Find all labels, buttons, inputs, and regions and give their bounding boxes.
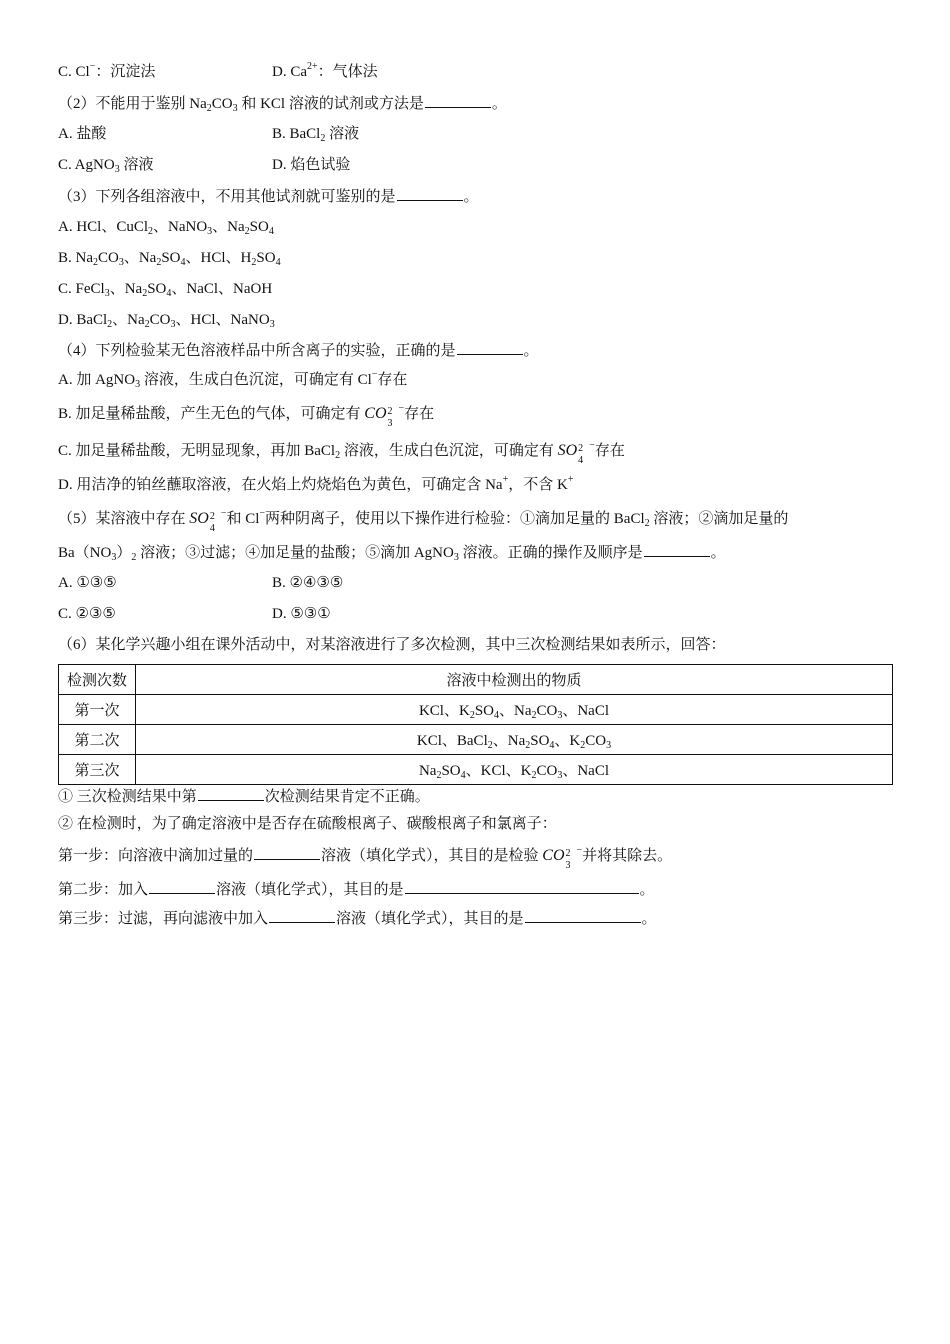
table-cell: 第一次 <box>59 695 136 725</box>
table-row <box>59 725 893 755</box>
q3-option-b: B. $Na_2CO_3$、$Na_2SO_4$、HCl、$H_2SO_4$ <box>58 250 281 268</box>
q5-option-d: D. ⑤③① <box>272 606 331 622</box>
table-cell: 第二次 <box>59 725 136 755</box>
answer-blank[interactable] <box>198 786 264 801</box>
q3-stem: （3）下列各组溶液中，不用其他试剂就可鉴别的是 。 <box>58 186 479 207</box>
q2-option-c: C. AgNO$_3$ 溶液 <box>58 157 154 175</box>
q5-stem-line2: $Ba(NO_3)_2$ 溶液；③过滤；④加足量的盐酸；⑤滴加 AgNO$_3$ 溶液。正确的操作及顺序是 。 <box>58 542 726 563</box>
q3-option-c: C. FeCl$_3$、$Na_2SO_4$、NaCl、NaOH <box>58 281 273 299</box>
results-table <box>58 664 893 785</box>
q6-stem: （6）某化学兴趣小组在课外活动中，对某溶液进行了多次检测，其中三次检测结果如表所示，回答： <box>58 637 726 653</box>
q4-stem: （4）下列检验某无色溶液样品中所含离子的实验，正确的是 。 <box>58 340 539 361</box>
q2-stem: （2）不能用于鉴别 $Na_2CO_3$ 和 KCl 溶液的试剂或方法是 。 <box>58 93 507 114</box>
q3-option-a: A. HCl、CuCl$_2$、NaNO$_3$、$Na_2SO_4$ <box>58 219 274 237</box>
answer-blank[interactable] <box>644 542 710 557</box>
table-row <box>59 755 893 785</box>
answer-blank[interactable] <box>397 186 463 201</box>
q4-option-a: A. 加 AgNO$_3$ 溶液，生成白色沉淀，可确定有 Cl−存在 <box>58 369 408 390</box>
answer-blank[interactable] <box>425 93 491 108</box>
q6-step2: 第二步：加入 溶液（填化学式），其目的是 。 <box>58 879 655 900</box>
q6-part2: ② 在检测时，为了确定溶液中是否存在硫酸根离子、碳酸根离子和氯离子： <box>58 816 557 832</box>
table-header-cell: 溶液中检测出的物质 <box>136 665 893 695</box>
q6-part1: ① 三次检测结果中第 次检测结果肯定不正确。 <box>58 786 430 807</box>
table-cell: $Na_2SO_4$、KCl、$K_2CO_3$、NaCl <box>136 755 893 785</box>
table-cell: KCl、BaCl$_2$、$Na_2SO_4$、$K_2CO_3$ <box>136 725 893 755</box>
q6-step1: 第一步：向溶液中滴加过量的 溶液（填化学式），其目的是检验 CO 2 3 −并将其除去。 <box>58 845 673 871</box>
table-row <box>59 695 893 725</box>
q5-option-b: B. ②④③⑤ <box>272 575 344 591</box>
q1-option-d: D. $Ca^{2+}$：气体法 <box>272 61 378 80</box>
answer-blank[interactable] <box>457 340 523 355</box>
q5-option-c: C. ②③⑤ <box>58 606 116 622</box>
q4-option-d: D. 用洁净的铂丝蘸取溶液，在火焰上灼烧焰色为黄色，可确定含 Na+，不含 K+ <box>58 474 574 493</box>
answer-blank[interactable] <box>269 908 335 923</box>
q1-option-c: C. Cl−：沉淀法 <box>58 61 156 80</box>
q2-option-a: A. 盐酸 <box>58 126 107 142</box>
q4-option-b: B. 加足量稀盐酸，产生无色的气体，可确定有 CO 2 3 −存在 <box>58 403 435 429</box>
table-cell: KCl、$K_2SO_4$、$Na_2CO_3$、NaCl <box>136 695 893 725</box>
answer-blank[interactable] <box>405 879 639 894</box>
answer-blank[interactable] <box>525 908 641 923</box>
table-header-row <box>59 665 893 695</box>
q4-option-c: C. 加足量稀盐酸，无明显现象，再加 BaCl$_2$ 溶液，生成白色沉淀，可确定有 SO 2 4 −存在 <box>58 440 625 466</box>
table-header-cell: 检测次数 <box>59 665 136 695</box>
table-cell: 第三次 <box>59 755 136 785</box>
q5-option-a: A. ①③⑤ <box>58 575 117 591</box>
answer-blank[interactable] <box>149 879 215 894</box>
q2-option-d: D. 焰色试验 <box>272 157 351 173</box>
q5-stem-line1: （5）某溶液中存在 SO 2 4 −和 Cl−两种阴离子，使用以下操作进行检验：①滴加足量的 BaCl$_2$ 溶液；②滴加足量的 <box>58 508 789 534</box>
q3-option-d: D. BaCl$_2$、$Na_2CO_3$、HCl、NaNO$_3$ <box>58 312 275 330</box>
q2-option-b: B. BaCl$_2$ 溶液 <box>272 126 360 144</box>
answer-blank[interactable] <box>254 845 320 860</box>
q6-step3: 第三步：过滤，再向滤液中加入 溶液（填化学式），其目的是 。 <box>58 908 657 929</box>
